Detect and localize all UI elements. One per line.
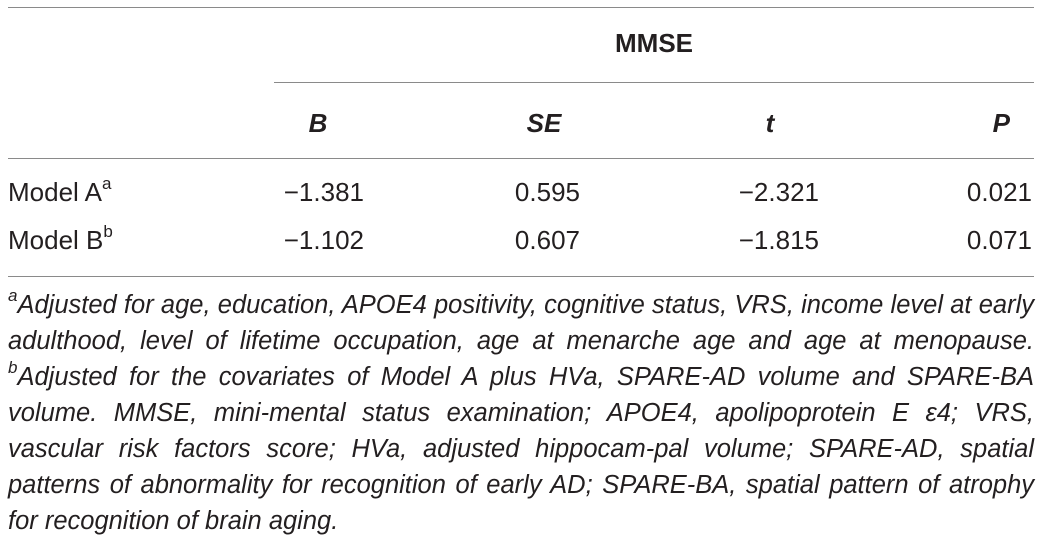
column-header-t: t — [765, 108, 775, 138]
table-row-label — [8, 174, 112, 207]
group-header-mmse: MMSE — [615, 28, 693, 58]
footnote-a-text: Adjusted for age, education, APOE4 positivity, cognitive status, VRS, income level at early adulthood, level of lifetime occupation, age at menarche age and age at menopause. — [8, 291, 1034, 355]
footnote-marker-a: a — [8, 285, 18, 305]
column-header-p: P — [992, 108, 1010, 138]
table-cell-b: −1.102 — [283, 225, 364, 255]
bottom-rule — [8, 276, 1034, 277]
table-cell-se: 0.595 — [514, 177, 580, 207]
table-cell-p: 0.021 — [966, 177, 1032, 207]
row-label-superscript: b — [103, 222, 113, 242]
row-label-superscript: a — [101, 174, 112, 194]
footnote-b-text: Adjusted for the covariates of Model A plus HVa, SPARE-AD volume and SPARE-BA volume. MMSE, mini-mental status examination; APOE4, apolipoprotein E ε4; VRS, vascular risk factors score; HVa, adjusted hippocam-pal volume; SPARE-AD, spatial patterns of abnormality for recognition of early AD; SPARE-BA, spatial pattern of atrophy for recognition of brain aging. — [8, 363, 1034, 535]
row-label-text: Model B — [8, 225, 104, 255]
table-footnote — [8, 287, 1034, 539]
table-cell-t: −1.815 — [738, 225, 819, 255]
table-cell-p: 0.071 — [966, 225, 1032, 255]
table-cell-b: −1.381 — [283, 177, 364, 207]
table-row-label — [8, 222, 113, 255]
group-header-rule — [274, 82, 1034, 83]
column-header-se: SE — [526, 108, 562, 138]
column-header-rule — [8, 158, 1034, 159]
table-cell-t: −2.321 — [738, 177, 819, 207]
top-rule — [8, 7, 1034, 8]
table-cell-se: 0.607 — [514, 225, 580, 255]
row-label-text: Model A — [8, 177, 102, 207]
footnote-marker-b: b — [8, 357, 18, 377]
column-header-b: B — [308, 108, 328, 138]
